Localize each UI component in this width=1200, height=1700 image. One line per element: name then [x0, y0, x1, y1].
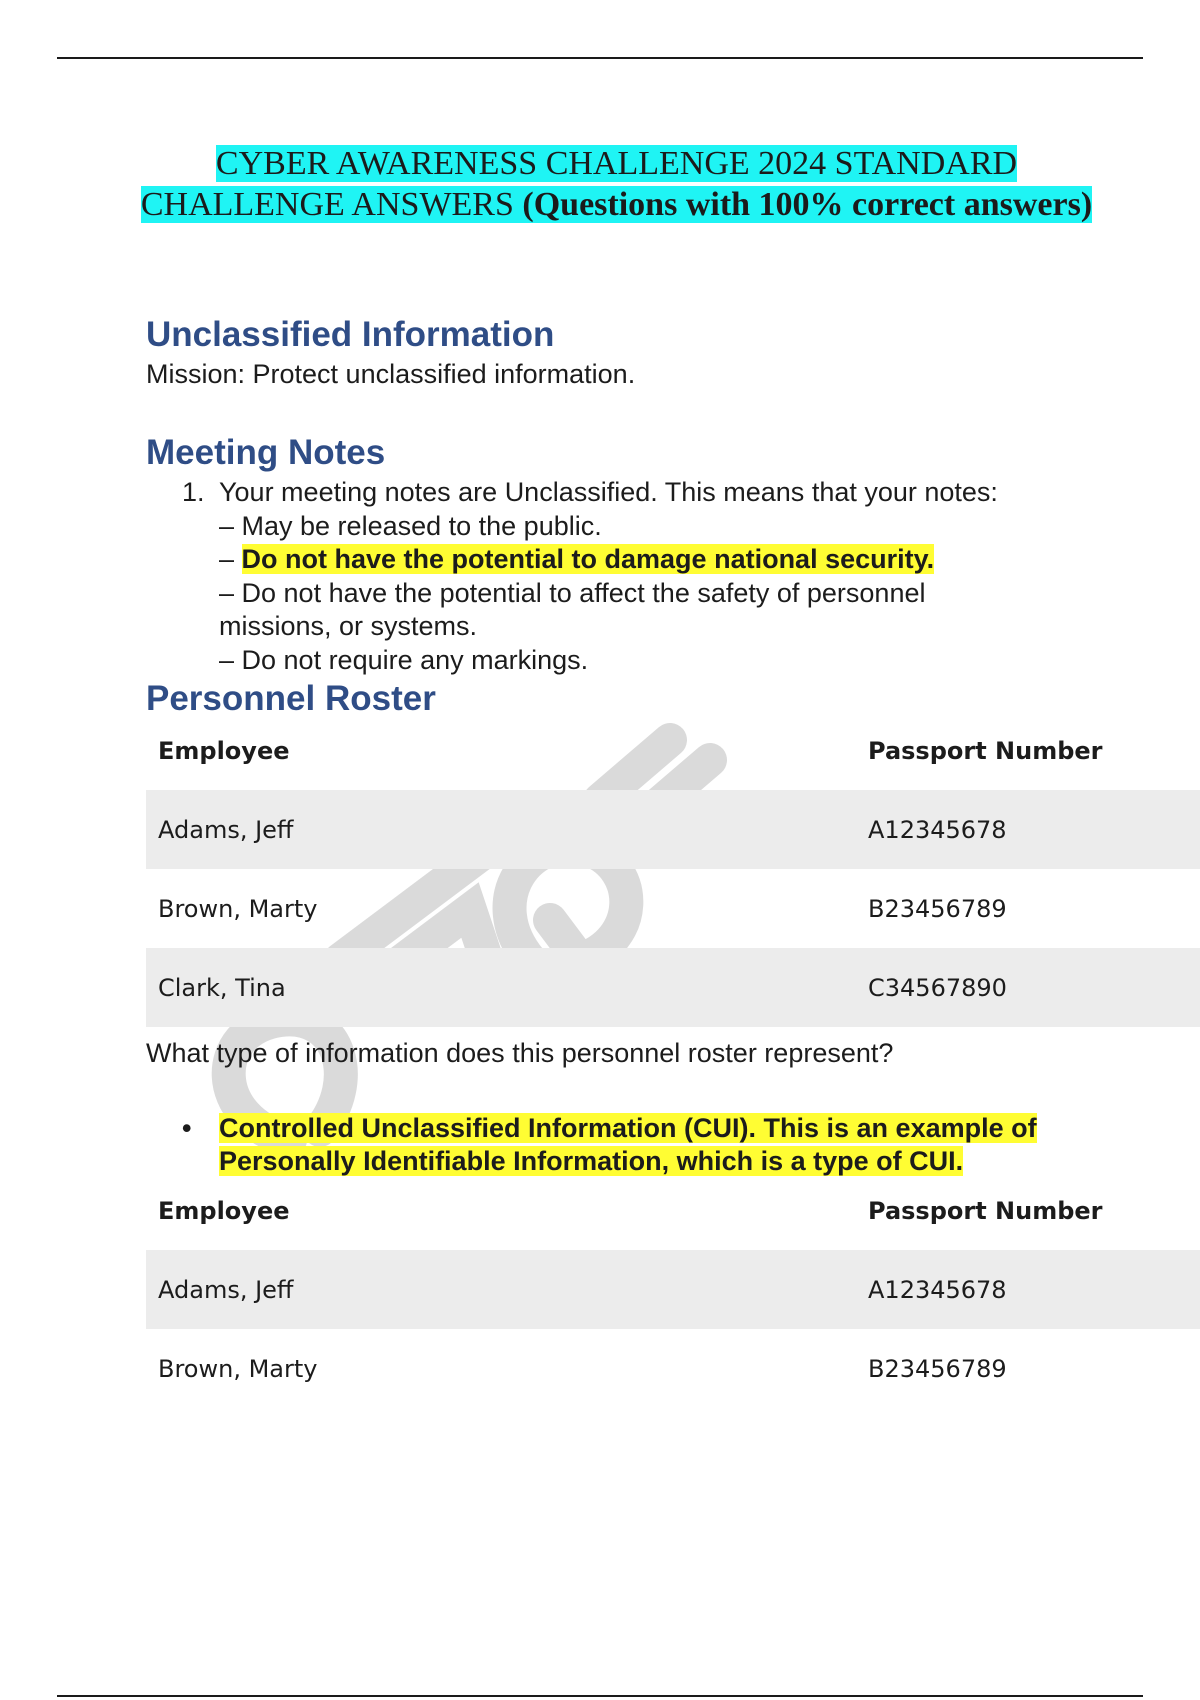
- heading-personnel-roster: Personnel Roster: [146, 679, 436, 718]
- roster-answer: [182, 1112, 1082, 1178]
- passport-cell: A12345678: [868, 790, 1200, 869]
- employee-cell: Brown, Marty: [158, 894, 318, 923]
- option-markings: – Do not require any markings.: [219, 644, 589, 675]
- table-row: [146, 1329, 1200, 1408]
- option-safety: – Do not have the potential to affect the safety of personnel missions, or systems.: [219, 577, 926, 641]
- option-correct: – Do not have the potential to damage national security.: [219, 544, 935, 574]
- table-row: [146, 790, 1200, 869]
- passport-cell: B23456789: [868, 1354, 1007, 1383]
- correct-answer-highlight: Do not have the potential to damage national security.: [241, 544, 935, 574]
- document-title: [130, 143, 1103, 225]
- bottom-rule: [57, 1695, 1143, 1697]
- column-header-employee: Employee: [158, 1196, 290, 1225]
- employee-cell: Adams, Jeff: [146, 1250, 868, 1329]
- employee-cell: Brown, Marty: [158, 1354, 318, 1383]
- heading-meeting-notes: Meeting Notes: [146, 433, 386, 472]
- meeting-question: [182, 476, 1102, 677]
- passport-cell: A12345678: [868, 1250, 1200, 1329]
- table-row: [146, 948, 1200, 1027]
- mission-text: Mission: Protect unclassified information.: [146, 359, 636, 389]
- column-header-employee: Employee: [158, 736, 290, 765]
- column-header-passport: Passport Number: [868, 1196, 1103, 1225]
- top-rule: [57, 57, 1143, 59]
- column-header-passport: Passport Number: [868, 736, 1103, 765]
- item-number: 1.: [182, 477, 205, 507]
- employee-cell: Adams, Jeff: [146, 790, 868, 869]
- passport-cell: C34567890: [868, 948, 1200, 1027]
- question-text: Your meeting notes are Unclassified. This means that your notes:: [219, 477, 998, 507]
- heading-unclassified: Unclassified Information: [146, 315, 555, 354]
- option-released: – May be released to the public.: [219, 510, 602, 541]
- table-row: [146, 869, 1200, 948]
- roster-table: [146, 711, 1200, 1027]
- roster-question: What type of information does this personnel roster represent?: [146, 1038, 894, 1068]
- roster-answer-highlight: Controlled Unclassified Information (CUI). This is an example of Personally Identifiable Information, which is a type of CUI.: [219, 1113, 1037, 1176]
- title-plain: CYBER AWARENESS CHALLENGE 2024 STANDARD CHALLENGE ANSWERS: [140, 145, 1018, 223]
- bullet-icon: •: [182, 1113, 192, 1143]
- title-bold: (Questions with 100% correct answers): [522, 186, 1093, 223]
- table-header-row: [146, 711, 1200, 790]
- table-header-row: [146, 1171, 1200, 1250]
- passport-cell: B23456789: [868, 894, 1007, 923]
- roster-table-repeat: [146, 1171, 1200, 1408]
- employee-cell: Clark, Tina: [146, 948, 868, 1027]
- table-row: [146, 1250, 1200, 1329]
